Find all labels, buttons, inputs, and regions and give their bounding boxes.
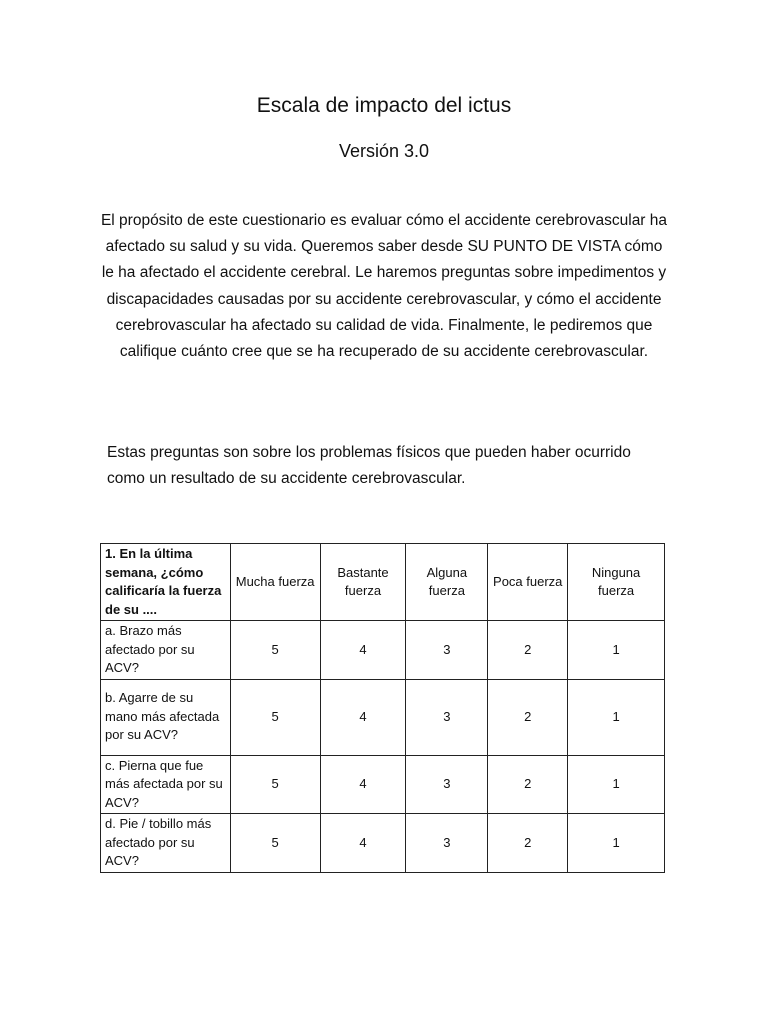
rating-cell: 3: [406, 679, 488, 755]
rating-cell: 4: [320, 755, 406, 814]
intro-paragraph: El propósito de este cuestionario es evaluar cómo el accidente cerebrovascular ha afectado su salud y su vida. Queremos saber desde SU PUNTO DE VISTA cómo le ha afectado el accidente cerebral. Le haremos preguntas sobre impedimentos y discapacidades causadas por su accidente cerebrovascular, y cómo el accidente cerebrovascular ha afectado su calidad de vida. Finalmente, le pediremos que califique cuánto cree que se ha recuperado de su accidente cerebrovascular.: [100, 212, 668, 361]
row-item-label: c. Pierna que fue más afectada por su ACV?: [101, 755, 231, 814]
row-item-label: d. Pie / tobillo más afectado por su ACV?: [101, 814, 231, 873]
rating-cell: 3: [406, 621, 488, 680]
row-item-label: b. Agarre de su mano más afectada por su ACV?: [101, 679, 231, 755]
table-row: [101, 755, 665, 814]
column-header-alguna: Alguna fuerza: [406, 544, 488, 621]
rating-cell: 2: [488, 621, 568, 680]
rating-cell: 5: [230, 679, 320, 755]
rating-cell: 5: [230, 814, 320, 873]
table-row: [101, 679, 665, 755]
table-row: [101, 814, 665, 873]
rating-cell: 2: [488, 814, 568, 873]
strength-rating-table: [100, 543, 665, 873]
rating-cell: 3: [406, 755, 488, 814]
column-header-poca: Poca fuerza: [488, 544, 568, 621]
column-header-mucha: Mucha fuerza: [230, 544, 320, 621]
rating-cell: 5: [230, 755, 320, 814]
rating-cell: 4: [320, 814, 406, 873]
rating-cell: 1: [568, 679, 665, 755]
rating-cell: 3: [406, 814, 488, 873]
rating-cell: 1: [568, 621, 665, 680]
rating-cell: 5: [230, 621, 320, 680]
rating-cell: 1: [568, 814, 665, 873]
document-version: Versión 3.0: [338, 141, 430, 161]
rating-cell: 2: [488, 679, 568, 755]
row-item-label: a. Brazo más afectado por su ACV?: [101, 621, 231, 680]
rating-cell: 2: [488, 755, 568, 814]
column-header-bastante: Bastante fuerza: [320, 544, 406, 621]
rating-cell: 1: [568, 755, 665, 814]
question-header: 1. En la última semana, ¿cómo calificaría la fuerza de su ....: [101, 544, 231, 621]
column-header-ninguna: Ninguna fuerza: [568, 544, 665, 621]
table-row: [101, 621, 665, 680]
rating-cell: 4: [320, 679, 406, 755]
section-lead-paragraph: Estas preguntas son sobre los problemas físicos que pueden haber ocurrido como un resultado de su accidente cerebrovascular.: [107, 444, 631, 488]
document-title: Escala de impacto del ictus: [256, 94, 512, 117]
rating-cell: 4: [320, 621, 406, 680]
table-header-row: [101, 544, 665, 621]
